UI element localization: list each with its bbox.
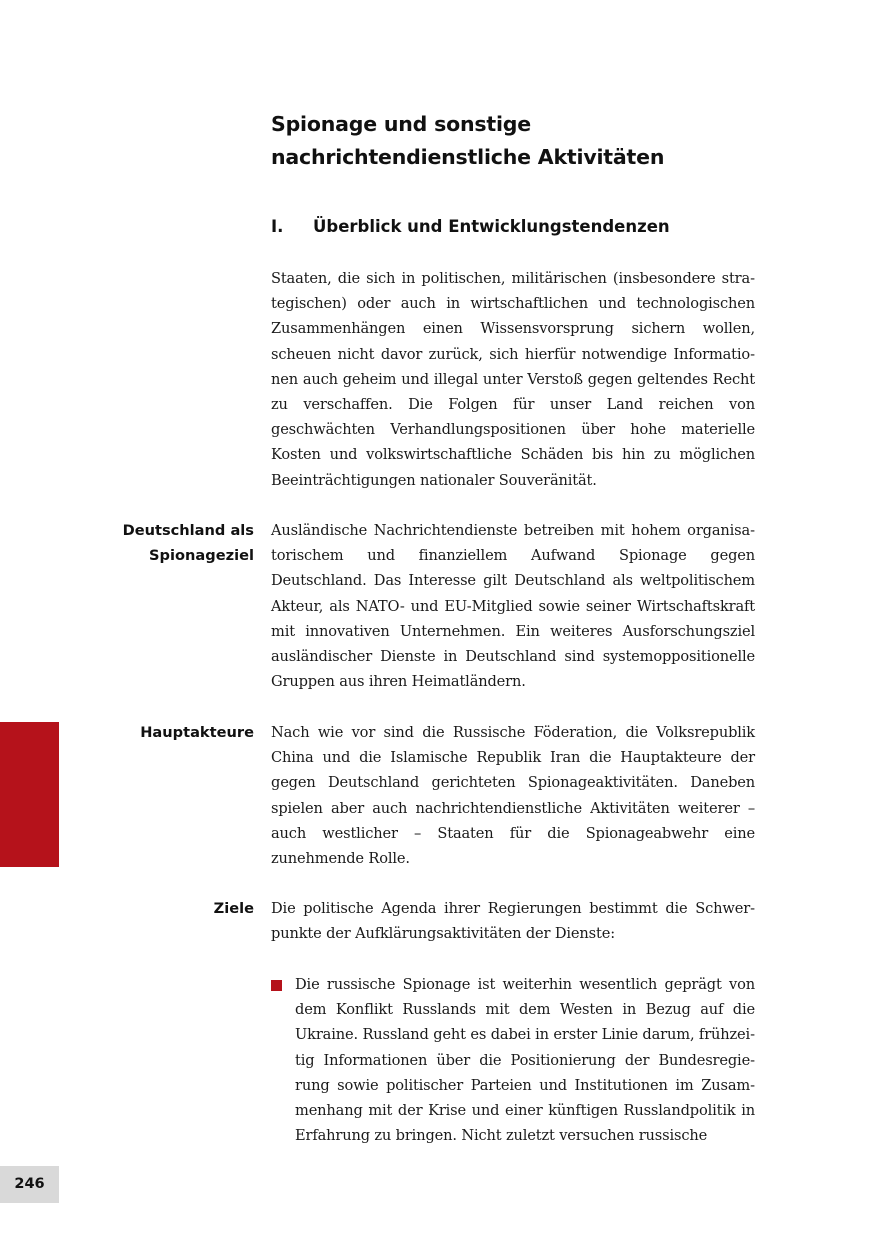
- page-title: [271, 108, 771, 174]
- page-number: 246: [0, 1166, 59, 1203]
- section-title: Überblick und Entwicklungstendenzen: [313, 217, 670, 236]
- paragraph-target: Ausländische Nachrichtendienste betreiben mit hohem organisatorischem und finanziellem Aufwand Spionage gegen Deutschland. Das Interesse gilt Deutschland als weltpolitischem Akteur, als NATO- und EU-Mitglied sowie seiner Wirtschaftskraft mit innovativen Unternehmen. Ein weiteres Ausforschungsziel ausländischer Dienste in Deutschland sind systemoppositionelle Gruppen aus ihren Heimatländern.: [271, 522, 755, 691]
- section-heading: [271, 214, 771, 240]
- list-item-text: Die russische Spionage ist weiterhin wesentlich geprägt von dem Konflikt Russlands mit dem Westen in Bezug auf die Ukraine. Russland geht es dabei in erster Linie darum, frühzeitig Informationen über die Positionierung der Bundesregierung sowie politischer Parteien und Institutionen im Zusammenhang mit der Krise und einer künftigen Russlandpolitik in Erfahrung zu bringen. Nicht zuletzt versuchen russische: [295, 976, 755, 1145]
- bullet-square-icon: [271, 980, 282, 991]
- paragraph-actors: Nach wie vor sind die Russische Föderation, die Volksrepublik China und die Islamische Republik Iran die Hauptakteure der gegen Deutschland gerichteten Spionageaktivitäten. Daneben spielen aber auch nachrichtendienstliche Aktivitäten weiterer – auch westlicher – Staaten für die Spionageabwehr eine zunehmende Rolle.: [271, 724, 755, 868]
- margin-label-actors: Hauptakteure: [140, 724, 254, 741]
- paragraph-goals: Die politische Agenda ihrer Regierungen bestimmt die Schwerpunkte der Aufklärungsaktivitäten der Dienste:: [271, 900, 755, 943]
- margin-label-target-line-1: Deutschland als: [122, 522, 254, 539]
- margin-label-goals: Ziele: [213, 900, 254, 917]
- page-title-line-2: nachrichtendienstliche Aktivitäten: [271, 145, 665, 169]
- chapter-marker-tab: [0, 722, 59, 867]
- margin-label-target-line-2: Spionageziel: [149, 547, 254, 565]
- section-number: I.: [271, 217, 284, 236]
- page-title-line-1: Spionage und sonstige: [271, 112, 531, 136]
- paragraph-intro: Staaten, die sich in politischen, militärischen (insbesondere strategischen) oder auch in wirtschaftlichen und technologischen Zusammenhängen einen Wissensvorsprung sichern wollen, scheuen nicht davor zurück, sich hierfür notwendige Informationen auch geheim und illegal unter Verstoß gegen geltendes Recht zu verschaffen. Die Folgen für unser Land reichen von geschwächten Verhandlungspositionen über hohe materielle Kosten und volkswirtschaftliche Schäden bis hin zu möglichen Beeinträchtigungen nationaler Souveränität.: [271, 270, 755, 489]
- margin-label-target: [54, 518, 254, 568]
